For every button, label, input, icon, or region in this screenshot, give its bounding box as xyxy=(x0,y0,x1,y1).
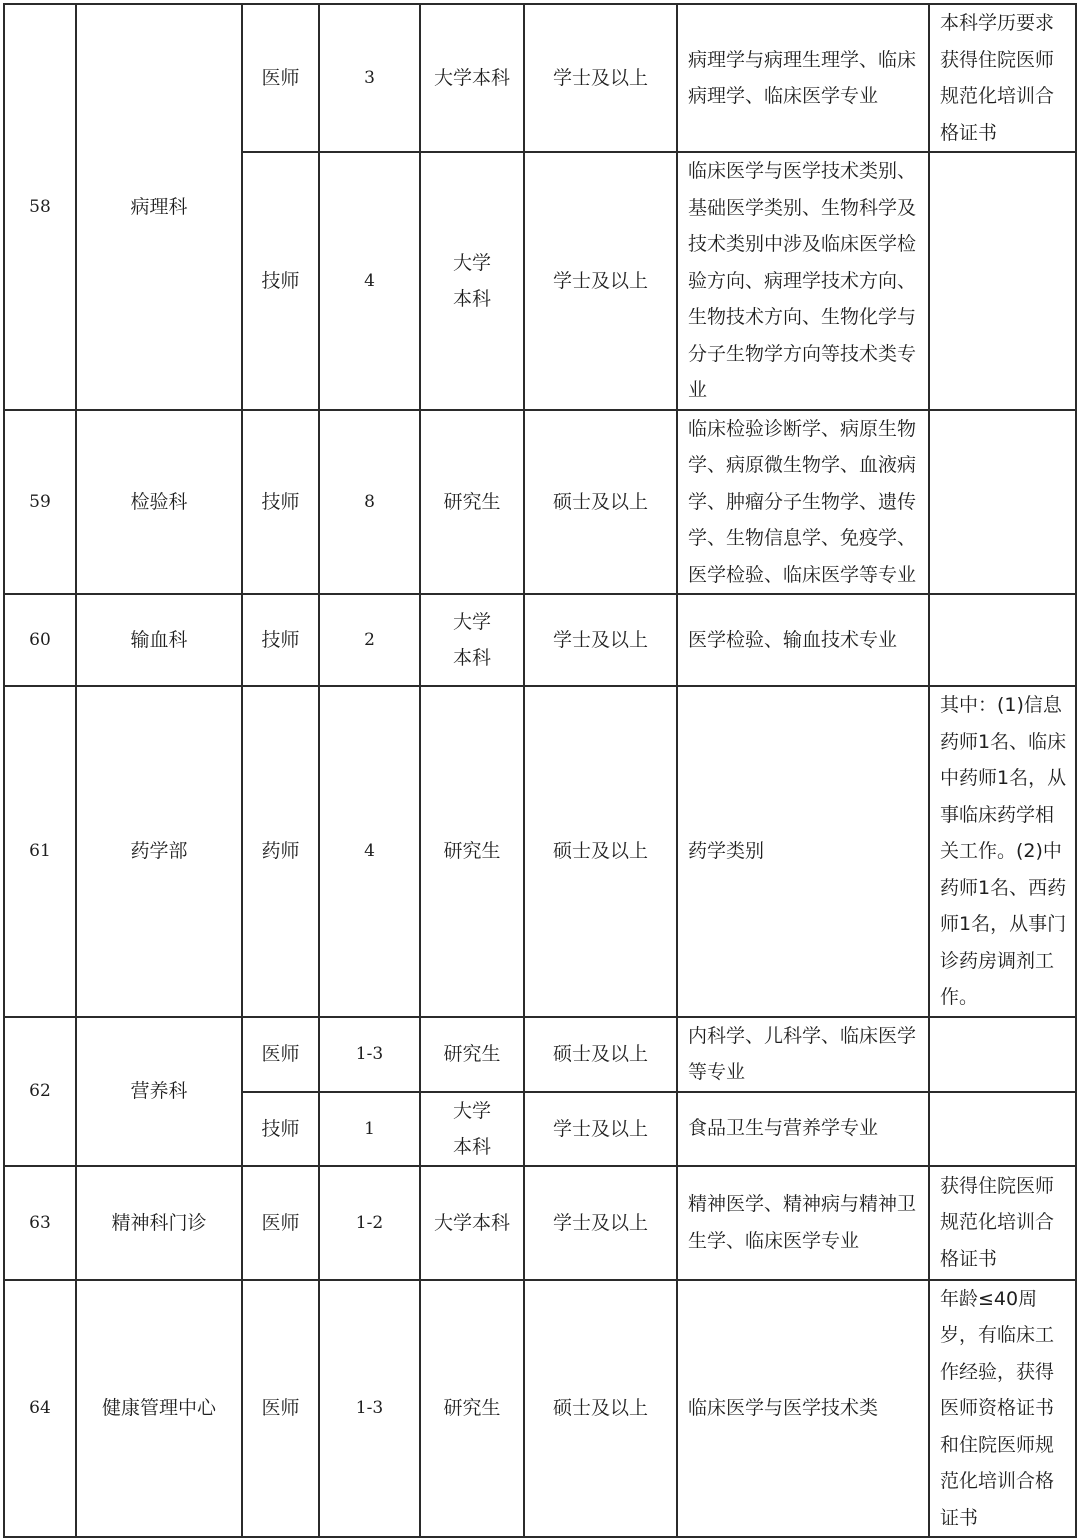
table-row xyxy=(4,1280,1076,1538)
degree: 学士及以上 xyxy=(524,1166,677,1280)
major: 临床检验诊断学、病原生物学、病原微生物学、血液病学、肿瘤分子生物学、遗传学、生物信息学、免疫学、医学检验、临床医学等专业 xyxy=(677,410,929,595)
headcount: 1-2 xyxy=(319,1166,420,1280)
post: 技师 xyxy=(242,410,319,595)
major: 临床医学与医学技术类 xyxy=(677,1280,929,1538)
note: 本科学历要求获得住院医师规范化培训合格证书 xyxy=(929,4,1076,152)
department: 病理科 xyxy=(76,4,242,410)
row-number: 59 xyxy=(4,410,76,595)
degree: 硕士及以上 xyxy=(524,686,677,1017)
row-number: 60 xyxy=(4,594,76,686)
note xyxy=(929,410,1076,595)
post: 技师 xyxy=(242,152,319,410)
department: 精神科门诊 xyxy=(76,1166,242,1280)
headcount: 8 xyxy=(319,410,420,595)
headcount: 1-3 xyxy=(319,1280,420,1538)
degree: 学士及以上 xyxy=(524,594,677,686)
major: 精神医学、精神病与精神卫生学、临床医学专业 xyxy=(677,1166,929,1280)
post: 医师 xyxy=(242,1280,319,1538)
degree: 学士及以上 xyxy=(524,152,677,410)
row-number: 58 xyxy=(4,4,76,410)
major: 医学检验、输血技术专业 xyxy=(677,594,929,686)
degree: 硕士及以上 xyxy=(524,1017,677,1092)
note xyxy=(929,1017,1076,1092)
education: 大学本科 xyxy=(420,1092,524,1166)
major: 临床医学与医学技术类别、基础医学类别、生物科学及技术类别中涉及临床医学检验方向、病理学技术方向、生物技术方向、生物化学与分子生物学方向等技术类专业 xyxy=(677,152,929,410)
note: 获得住院医师规范化培训合格证书 xyxy=(929,1166,1076,1280)
row-number: 62 xyxy=(4,1017,76,1166)
table-row xyxy=(4,686,1076,1017)
education: 大学本科 xyxy=(420,152,524,410)
table-row xyxy=(4,410,1076,595)
major: 食品卫生与营养学专业 xyxy=(677,1092,929,1166)
table-row xyxy=(4,594,1076,686)
department: 营养科 xyxy=(76,1017,242,1166)
post: 医师 xyxy=(242,1017,319,1092)
education: 大学本科 xyxy=(420,594,524,686)
post: 技师 xyxy=(242,1092,319,1166)
degree: 学士及以上 xyxy=(524,1092,677,1166)
note xyxy=(929,152,1076,410)
headcount: 3 xyxy=(319,4,420,152)
education: 研究生 xyxy=(420,410,524,595)
department: 健康管理中心 xyxy=(76,1280,242,1538)
note: 年龄≤40周岁，有临床工作经验，获得医师资格证书和住院医师规范化培训合格证书 xyxy=(929,1280,1076,1538)
table-row xyxy=(4,1017,1076,1092)
headcount: 4 xyxy=(319,152,420,410)
table-row xyxy=(4,4,1076,152)
post: 医师 xyxy=(242,1166,319,1280)
row-number: 61 xyxy=(4,686,76,1017)
post: 药师 xyxy=(242,686,319,1017)
headcount: 1-3 xyxy=(319,1017,420,1092)
headcount: 4 xyxy=(319,686,420,1017)
department: 药学部 xyxy=(76,686,242,1017)
education: 研究生 xyxy=(420,1280,524,1538)
department: 检验科 xyxy=(76,410,242,595)
major: 药学类别 xyxy=(677,686,929,1017)
major: 内科学、儿科学、临床医学等专业 xyxy=(677,1017,929,1092)
table-row xyxy=(4,1166,1076,1280)
degree: 硕士及以上 xyxy=(524,1280,677,1538)
headcount: 2 xyxy=(319,594,420,686)
major: 病理学与病理生理学、临床病理学、临床医学专业 xyxy=(677,4,929,152)
note: 其中：(1)信息药师1名、临床中药师1名，从事临床药学相关工作。(2)中药师1名、西药师1名，从事门诊药房调剂工作。 xyxy=(929,686,1076,1017)
degree: 硕士及以上 xyxy=(524,410,677,595)
education: 研究生 xyxy=(420,686,524,1017)
note xyxy=(929,1092,1076,1166)
row-number: 64 xyxy=(4,1280,76,1538)
note xyxy=(929,594,1076,686)
headcount: 1 xyxy=(319,1092,420,1166)
education: 大学本科 xyxy=(420,1166,524,1280)
department: 输血科 xyxy=(76,594,242,686)
post: 医师 xyxy=(242,4,319,152)
row-number: 63 xyxy=(4,1166,76,1280)
education: 研究生 xyxy=(420,1017,524,1092)
education: 大学本科 xyxy=(420,4,524,152)
recruitment-table xyxy=(3,3,1077,1538)
degree: 学士及以上 xyxy=(524,4,677,152)
post: 技师 xyxy=(242,594,319,686)
